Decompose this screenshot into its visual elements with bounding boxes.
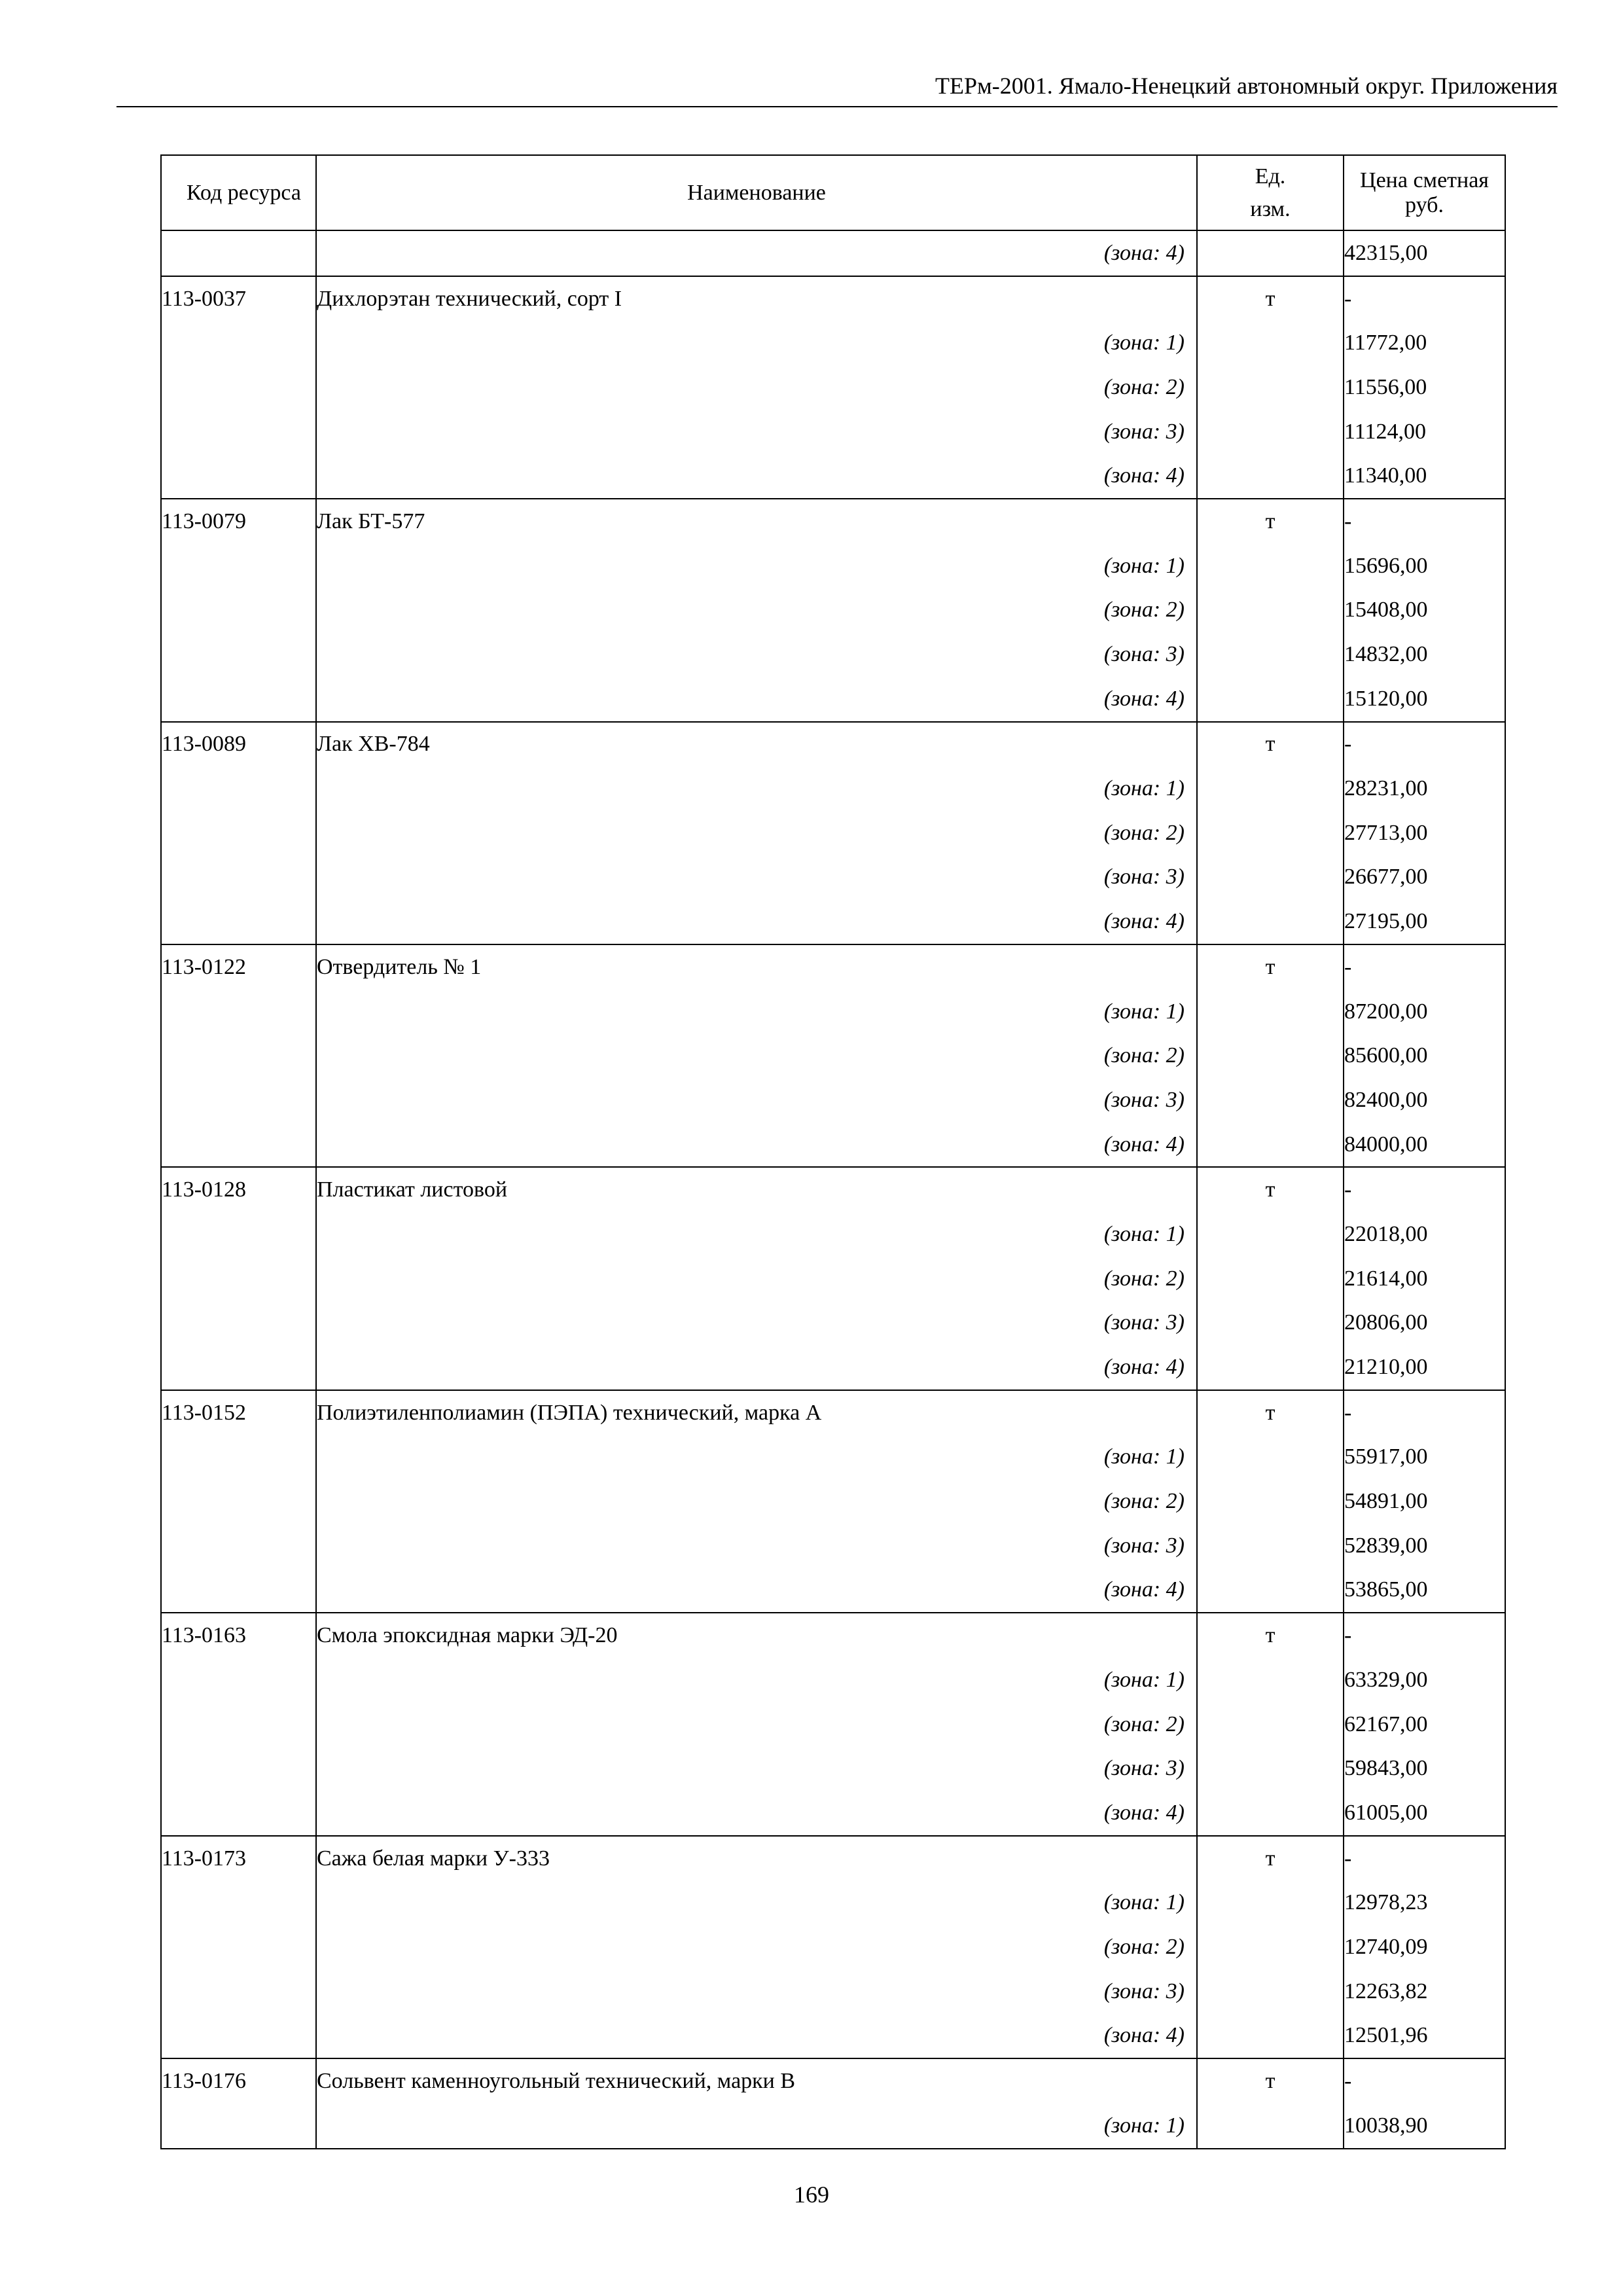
table-row [161, 677, 1505, 722]
table-row [161, 1390, 1505, 1435]
unit-cell [1197, 1880, 1344, 1925]
table-row [161, 454, 1505, 499]
resource-name-cell: Отвердитель № 1 [316, 944, 1197, 990]
zone-label: (зона: 3) [316, 1078, 1197, 1122]
table-row [161, 722, 1505, 767]
unit-cell: т [1197, 1836, 1344, 1881]
resource-code-cell [161, 1925, 316, 1969]
zone-label: (зона: 1) [316, 1880, 1197, 1925]
resource-name-cell: Полиэтиленполиамин (ПЭПА) технический, марка А [316, 1390, 1197, 1435]
resource-code-cell [161, 855, 316, 900]
resource-code-cell [161, 1078, 316, 1122]
table-row [161, 766, 1505, 811]
resource-code-cell [161, 1122, 316, 1168]
resource-code-cell [161, 811, 316, 855]
table-row [161, 1435, 1505, 1480]
price-cell: 52839,00 [1344, 1524, 1505, 1568]
unit-cell [1197, 1257, 1344, 1301]
table-row [161, 899, 1505, 944]
column-header-name: Наименование [316, 155, 1197, 230]
table-row [161, 632, 1505, 677]
price-cell: 61005,00 [1344, 1791, 1505, 1836]
unit-cell [1197, 1435, 1344, 1480]
unit-cell [1197, 899, 1344, 944]
table-row [161, 2014, 1505, 2059]
price-cell: 84000,00 [1344, 1122, 1505, 1168]
table-row [161, 1880, 1505, 1925]
table-row [161, 811, 1505, 855]
resource-code-cell [161, 1033, 316, 1078]
resource-code-cell [161, 1658, 316, 1702]
zone-label: (зона: 3) [316, 1301, 1197, 1346]
price-cell: 21210,00 [1344, 1345, 1505, 1390]
table-row [161, 1078, 1505, 1122]
resource-code-cell [161, 1435, 316, 1480]
unit-cell [1197, 1301, 1344, 1346]
column-header-code: Код ресурса [161, 155, 316, 230]
price-cell: - [1344, 1836, 1505, 1881]
price-cell: 14832,00 [1344, 632, 1505, 677]
price-cell: 15120,00 [1344, 677, 1505, 722]
price-cell: - [1344, 722, 1505, 767]
resource-code-cell [161, 230, 316, 276]
unit-cell [1197, 1746, 1344, 1791]
price-cell: 11340,00 [1344, 454, 1505, 499]
column-header-unit-line2: изм. [1250, 196, 1291, 221]
unit-cell [1197, 1524, 1344, 1568]
table-row [161, 1122, 1505, 1168]
unit-cell [1197, 1702, 1344, 1747]
price-cell: 28231,00 [1344, 766, 1505, 811]
unit-cell [1197, 990, 1344, 1034]
table-row [161, 544, 1505, 588]
document-title: ТЕРм-2001. Ямало-Ненецкий автономный округ. Приложения [935, 73, 1558, 99]
unit-cell [1197, 1658, 1344, 1702]
table-row [161, 276, 1505, 321]
price-cell: 12263,82 [1344, 1969, 1505, 2014]
table-row [161, 321, 1505, 365]
price-cell: 87200,00 [1344, 990, 1505, 1034]
unit-cell [1197, 811, 1344, 855]
column-header-price-line1: Цена сметная [1360, 168, 1489, 192]
resource-code-cell [161, 1257, 316, 1301]
resource-code-cell [161, 766, 316, 811]
zone-label: (зона: 4) [316, 1345, 1197, 1390]
price-cell: 59843,00 [1344, 1746, 1505, 1791]
zone-label: (зона: 3) [316, 1969, 1197, 2014]
resource-name-cell: Дихлорэтан технический, сорт I [316, 276, 1197, 321]
unit-cell [1197, 2014, 1344, 2059]
table-row [161, 1568, 1505, 1613]
table-row [161, 1524, 1505, 1568]
column-header-price [1344, 155, 1505, 230]
zone-label: (зона: 2) [316, 1925, 1197, 1969]
zone-label: (зона: 1) [316, 1658, 1197, 1702]
unit-cell: т [1197, 944, 1344, 990]
zone-label: (зона: 4) [316, 677, 1197, 722]
unit-cell [1197, 1212, 1344, 1257]
resource-code-cell: 113-0037 [161, 276, 316, 321]
resource-name-cell: Сажа белая марки У-333 [316, 1836, 1197, 1881]
price-cell: 62167,00 [1344, 1702, 1505, 1747]
price-cell: - [1344, 2058, 1505, 2104]
resource-code-cell: 113-0176 [161, 2058, 316, 2104]
table-row [161, 230, 1505, 276]
price-cell: 12740,09 [1344, 1925, 1505, 1969]
resource-name-cell: Лак ХВ-784 [316, 722, 1197, 767]
zone-label: (зона: 3) [316, 855, 1197, 900]
unit-cell: т [1197, 1390, 1344, 1435]
table-row [161, 1702, 1505, 1747]
price-cell: 10038,90 [1344, 2104, 1505, 2149]
resource-code-cell [161, 899, 316, 944]
zone-label: (зона: 1) [316, 321, 1197, 365]
resource-code-cell [161, 677, 316, 722]
resource-code-cell [161, 632, 316, 677]
column-header-unit [1197, 155, 1344, 230]
table-row [161, 1836, 1505, 1881]
unit-cell [1197, 1568, 1344, 1613]
zone-label: (зона: 4) [316, 1568, 1197, 1613]
resource-code-cell [161, 1479, 316, 1524]
table-header-row [161, 155, 1505, 230]
price-cell: 85600,00 [1344, 1033, 1505, 1078]
price-cell: 15408,00 [1344, 588, 1505, 633]
zone-label: (зона: 2) [316, 1479, 1197, 1524]
price-cell: 12501,96 [1344, 2014, 1505, 2059]
zone-label: (зона: 2) [316, 1257, 1197, 1301]
resource-code-cell [161, 1301, 316, 1346]
zone-label: (зона: 2) [316, 811, 1197, 855]
column-header-price-line2: руб. [1405, 192, 1444, 217]
zone-label: (зона: 1) [316, 990, 1197, 1034]
zone-label: (зона: 3) [316, 632, 1197, 677]
table-row [161, 1925, 1505, 1969]
price-cell: 11556,00 [1344, 365, 1505, 410]
resource-code-cell [161, 1880, 316, 1925]
unit-cell [1197, 544, 1344, 588]
resource-code-cell [161, 1702, 316, 1747]
zone-label: (зона: 2) [316, 1702, 1197, 1747]
unit-cell [1197, 766, 1344, 811]
table-row [161, 1791, 1505, 1836]
zone-label: (зона: 1) [316, 2104, 1197, 2149]
unit-cell [1197, 1791, 1344, 1836]
price-cell: - [1344, 499, 1505, 544]
table-row [161, 2104, 1505, 2149]
unit-cell [1197, 1925, 1344, 1969]
table-row [161, 410, 1505, 454]
resource-name-cell: Смола эпоксидная марки ЭД-20 [316, 1613, 1197, 1658]
table-row [161, 1212, 1505, 1257]
price-cell: 22018,00 [1344, 1212, 1505, 1257]
table-body [161, 230, 1505, 2149]
resource-name-cell: Пластикат листовой [316, 1167, 1197, 1212]
unit-cell [1197, 855, 1344, 900]
resource-code-cell [161, 1568, 316, 1613]
unit-cell: т [1197, 499, 1344, 544]
resource-code-cell [161, 2014, 316, 2059]
zone-label: (зона: 1) [316, 544, 1197, 588]
table-row [161, 1658, 1505, 1702]
unit-cell [1197, 1122, 1344, 1168]
zone-label: (зона: 4) [316, 230, 1197, 276]
table-row [161, 944, 1505, 990]
price-cell: - [1344, 1390, 1505, 1435]
unit-cell [1197, 1033, 1344, 1078]
resource-code-cell [161, 454, 316, 499]
unit-cell: т [1197, 722, 1344, 767]
price-cell: 12978,23 [1344, 1880, 1505, 1925]
resource-code-cell [161, 1212, 316, 1257]
zone-label: (зона: 3) [316, 1746, 1197, 1791]
unit-cell [1197, 1969, 1344, 2014]
zone-label: (зона: 4) [316, 454, 1197, 499]
running-header [116, 71, 1558, 107]
price-cell: 20806,00 [1344, 1301, 1505, 1346]
resource-code-cell: 113-0173 [161, 1836, 316, 1881]
resource-code-cell [161, 990, 316, 1034]
resource-code-cell: 113-0089 [161, 722, 316, 767]
zone-label: (зона: 1) [316, 766, 1197, 811]
resource-code-cell: 113-0079 [161, 499, 316, 544]
price-cell: 82400,00 [1344, 1078, 1505, 1122]
column-header-unit-line1: Ед. [1255, 164, 1286, 188]
resource-code-cell [161, 1345, 316, 1390]
table-row [161, 1257, 1505, 1301]
price-cell: 11772,00 [1344, 321, 1505, 365]
unit-cell: т [1197, 1167, 1344, 1212]
resource-code-cell [161, 1746, 316, 1791]
resource-code-cell [161, 365, 316, 410]
resource-code-cell [161, 2104, 316, 2149]
price-cell: 53865,00 [1344, 1568, 1505, 1613]
resource-code-cell: 113-0152 [161, 1390, 316, 1435]
price-cell: - [1344, 944, 1505, 990]
table-row [161, 588, 1505, 633]
price-cell: 15696,00 [1344, 544, 1505, 588]
zone-label: (зона: 4) [316, 1122, 1197, 1168]
table-row [161, 1301, 1505, 1346]
price-cell: 27713,00 [1344, 811, 1505, 855]
table-row [161, 1345, 1505, 1390]
table-row [161, 1167, 1505, 1212]
unit-cell [1197, 1078, 1344, 1122]
resource-name-cell: Сольвент каменноугольный технический, марки В [316, 2058, 1197, 2104]
resource-name-cell: Лак БТ-577 [316, 499, 1197, 544]
unit-cell [1197, 2104, 1344, 2149]
unit-cell [1197, 632, 1344, 677]
price-cell: - [1344, 1613, 1505, 1658]
price-cell: - [1344, 1167, 1505, 1212]
price-cell: 11124,00 [1344, 410, 1505, 454]
price-cell: 54891,00 [1344, 1479, 1505, 1524]
price-cell: 26677,00 [1344, 855, 1505, 900]
price-cell: 27195,00 [1344, 899, 1505, 944]
table-row [161, 365, 1505, 410]
resource-code-cell: 113-0128 [161, 1167, 316, 1212]
price-cell: 63329,00 [1344, 1658, 1505, 1702]
price-cell: - [1344, 276, 1505, 321]
price-table [160, 154, 1506, 2149]
table-row [161, 1613, 1505, 1658]
resource-code-cell: 113-0122 [161, 944, 316, 990]
unit-cell [1197, 365, 1344, 410]
unit-cell: т [1197, 276, 1344, 321]
zone-label: (зона: 4) [316, 1791, 1197, 1836]
resource-code-cell: 113-0163 [161, 1613, 316, 1658]
unit-cell [1197, 1345, 1344, 1390]
zone-label: (зона: 3) [316, 1524, 1197, 1568]
unit-cell [1197, 321, 1344, 365]
resource-code-cell [161, 321, 316, 365]
zone-label: (зона: 2) [316, 1033, 1197, 1078]
zone-label: (зона: 1) [316, 1212, 1197, 1257]
unit-cell [1197, 410, 1344, 454]
unit-cell [1197, 1479, 1344, 1524]
resource-code-cell [161, 410, 316, 454]
zone-label: (зона: 4) [316, 899, 1197, 944]
table-row [161, 855, 1505, 900]
zone-label: (зона: 3) [316, 410, 1197, 454]
table-row [161, 1746, 1505, 1791]
unit-cell [1197, 677, 1344, 722]
zone-label: (зона: 1) [316, 1435, 1197, 1480]
unit-cell: т [1197, 2058, 1344, 2104]
price-cell: 42315,00 [1344, 230, 1505, 276]
resource-code-cell [161, 588, 316, 633]
unit-cell [1197, 230, 1344, 276]
table-row [161, 499, 1505, 544]
table-row [161, 1479, 1505, 1524]
price-cell: 55917,00 [1344, 1435, 1505, 1480]
page-number: 169 [794, 2181, 829, 2208]
table-row [161, 990, 1505, 1034]
resource-code-cell [161, 544, 316, 588]
resource-code-cell [161, 1524, 316, 1568]
price-cell: 21614,00 [1344, 1257, 1505, 1301]
unit-cell [1197, 454, 1344, 499]
zone-label: (зона: 4) [316, 2014, 1197, 2059]
unit-cell [1197, 588, 1344, 633]
zone-label: (зона: 2) [316, 365, 1197, 410]
unit-cell: т [1197, 1613, 1344, 1658]
resource-code-cell [161, 1969, 316, 2014]
table-row [161, 1033, 1505, 1078]
table-row [161, 2058, 1505, 2104]
table-row [161, 1969, 1505, 2014]
resource-code-cell [161, 1791, 316, 1836]
zone-label: (зона: 2) [316, 588, 1197, 633]
